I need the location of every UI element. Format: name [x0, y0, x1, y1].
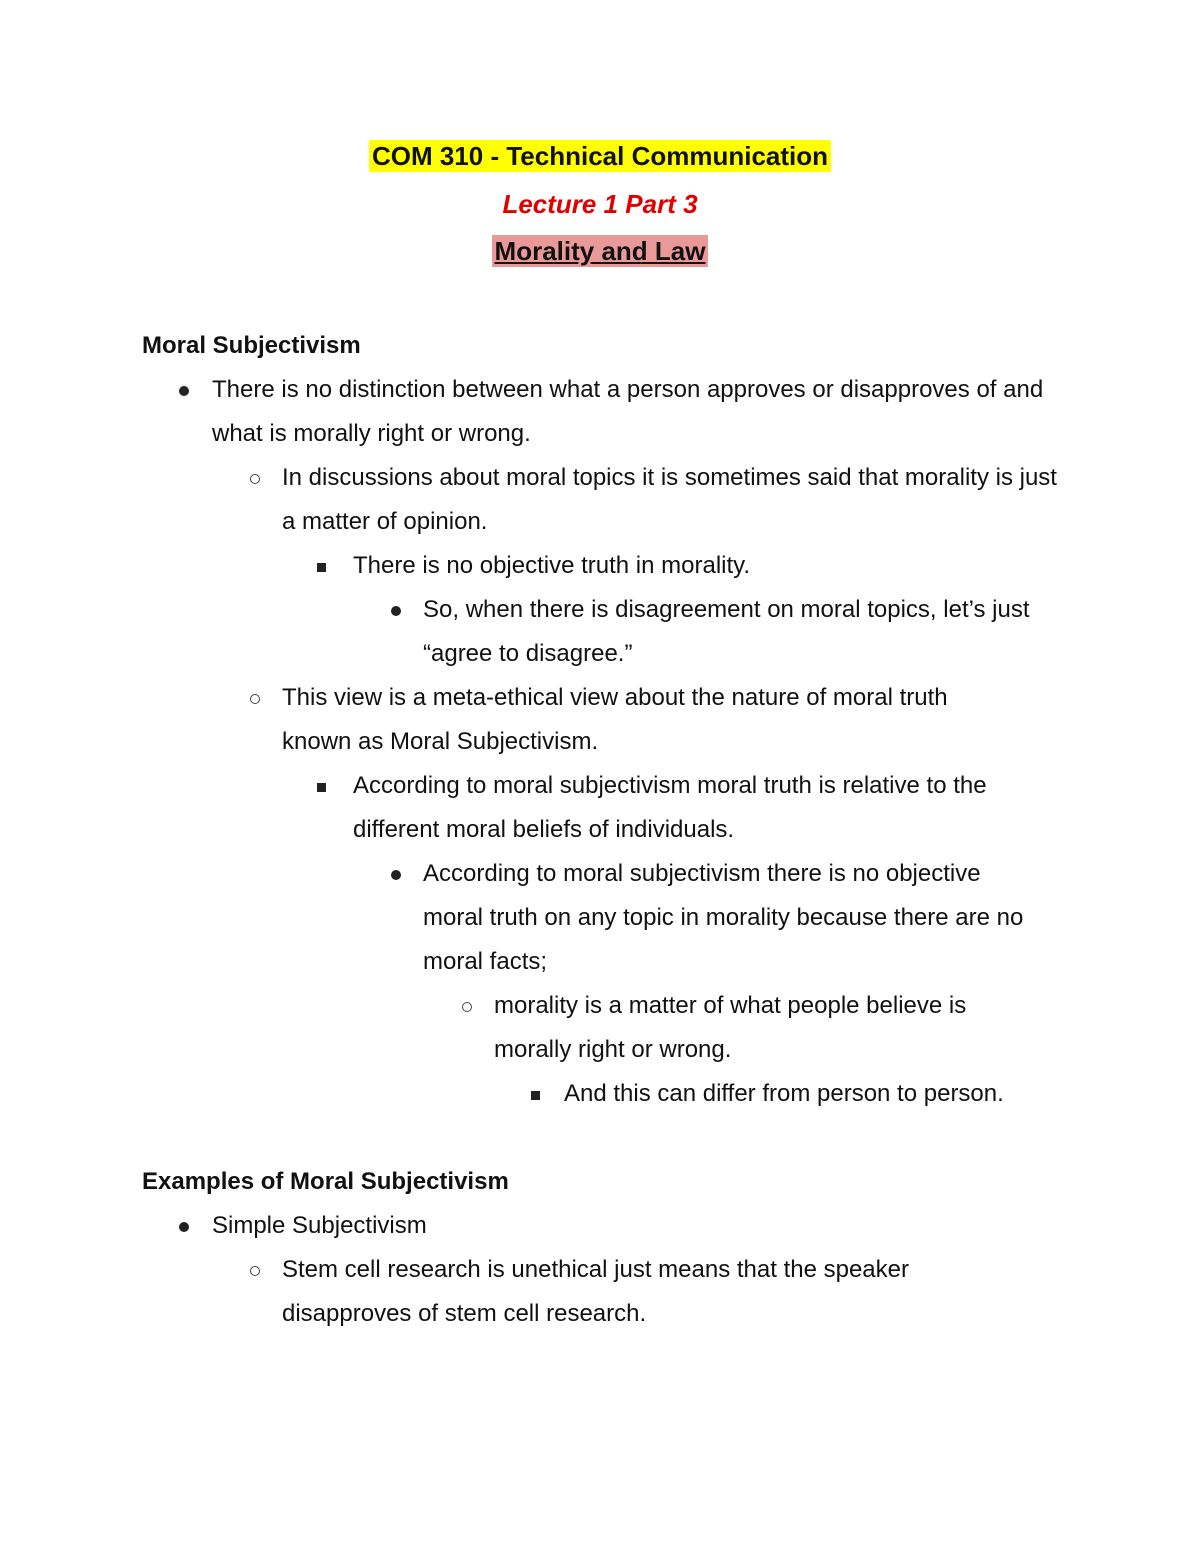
list-item: There is no distinction between what a person approves or disapproves of and what is morally right or wrong.: [212, 376, 1044, 447]
list-item: There is no objective truth in morality.: [353, 552, 751, 579]
list-item: In discussions about moral topics it is sometimes said that morality is just a matter of opinion.: [282, 464, 1057, 535]
topic-title: Morality and Law: [0, 235, 1200, 267]
list-item: So, when there is disagreement on moral topics, let’s just “agree to disagree.”: [423, 596, 1030, 667]
section-heading-examples: Examples of Moral Subjectivism: [142, 1168, 509, 1195]
list-item: Simple Subjectivism: [212, 1212, 427, 1239]
section-heading-moral-subjectivism: Moral Subjectivism: [142, 332, 361, 359]
list-item: And this can differ from person to person.: [564, 1080, 1004, 1107]
lecture-label: Lecture 1 Part 3: [502, 189, 698, 219]
course-title: COM 310 - Technical Communication: [0, 140, 1200, 172]
list-item: According to moral subjectivism moral truth is relative to the different moral beliefs of individuals.: [353, 772, 987, 843]
list-item: According to moral subjectivism there is no objective moral truth on any topic in morality because there are no moral facts;: [423, 860, 1024, 975]
list-item: morality is a matter of what people believe is morally right or wrong.: [494, 992, 967, 1063]
list-item: This view is a meta-ethical view about the nature of moral truth known as Moral Subjectivism.: [282, 684, 948, 755]
list-item: Stem cell research is unethical just means that the speaker disapproves of stem cell research.: [282, 1256, 909, 1327]
